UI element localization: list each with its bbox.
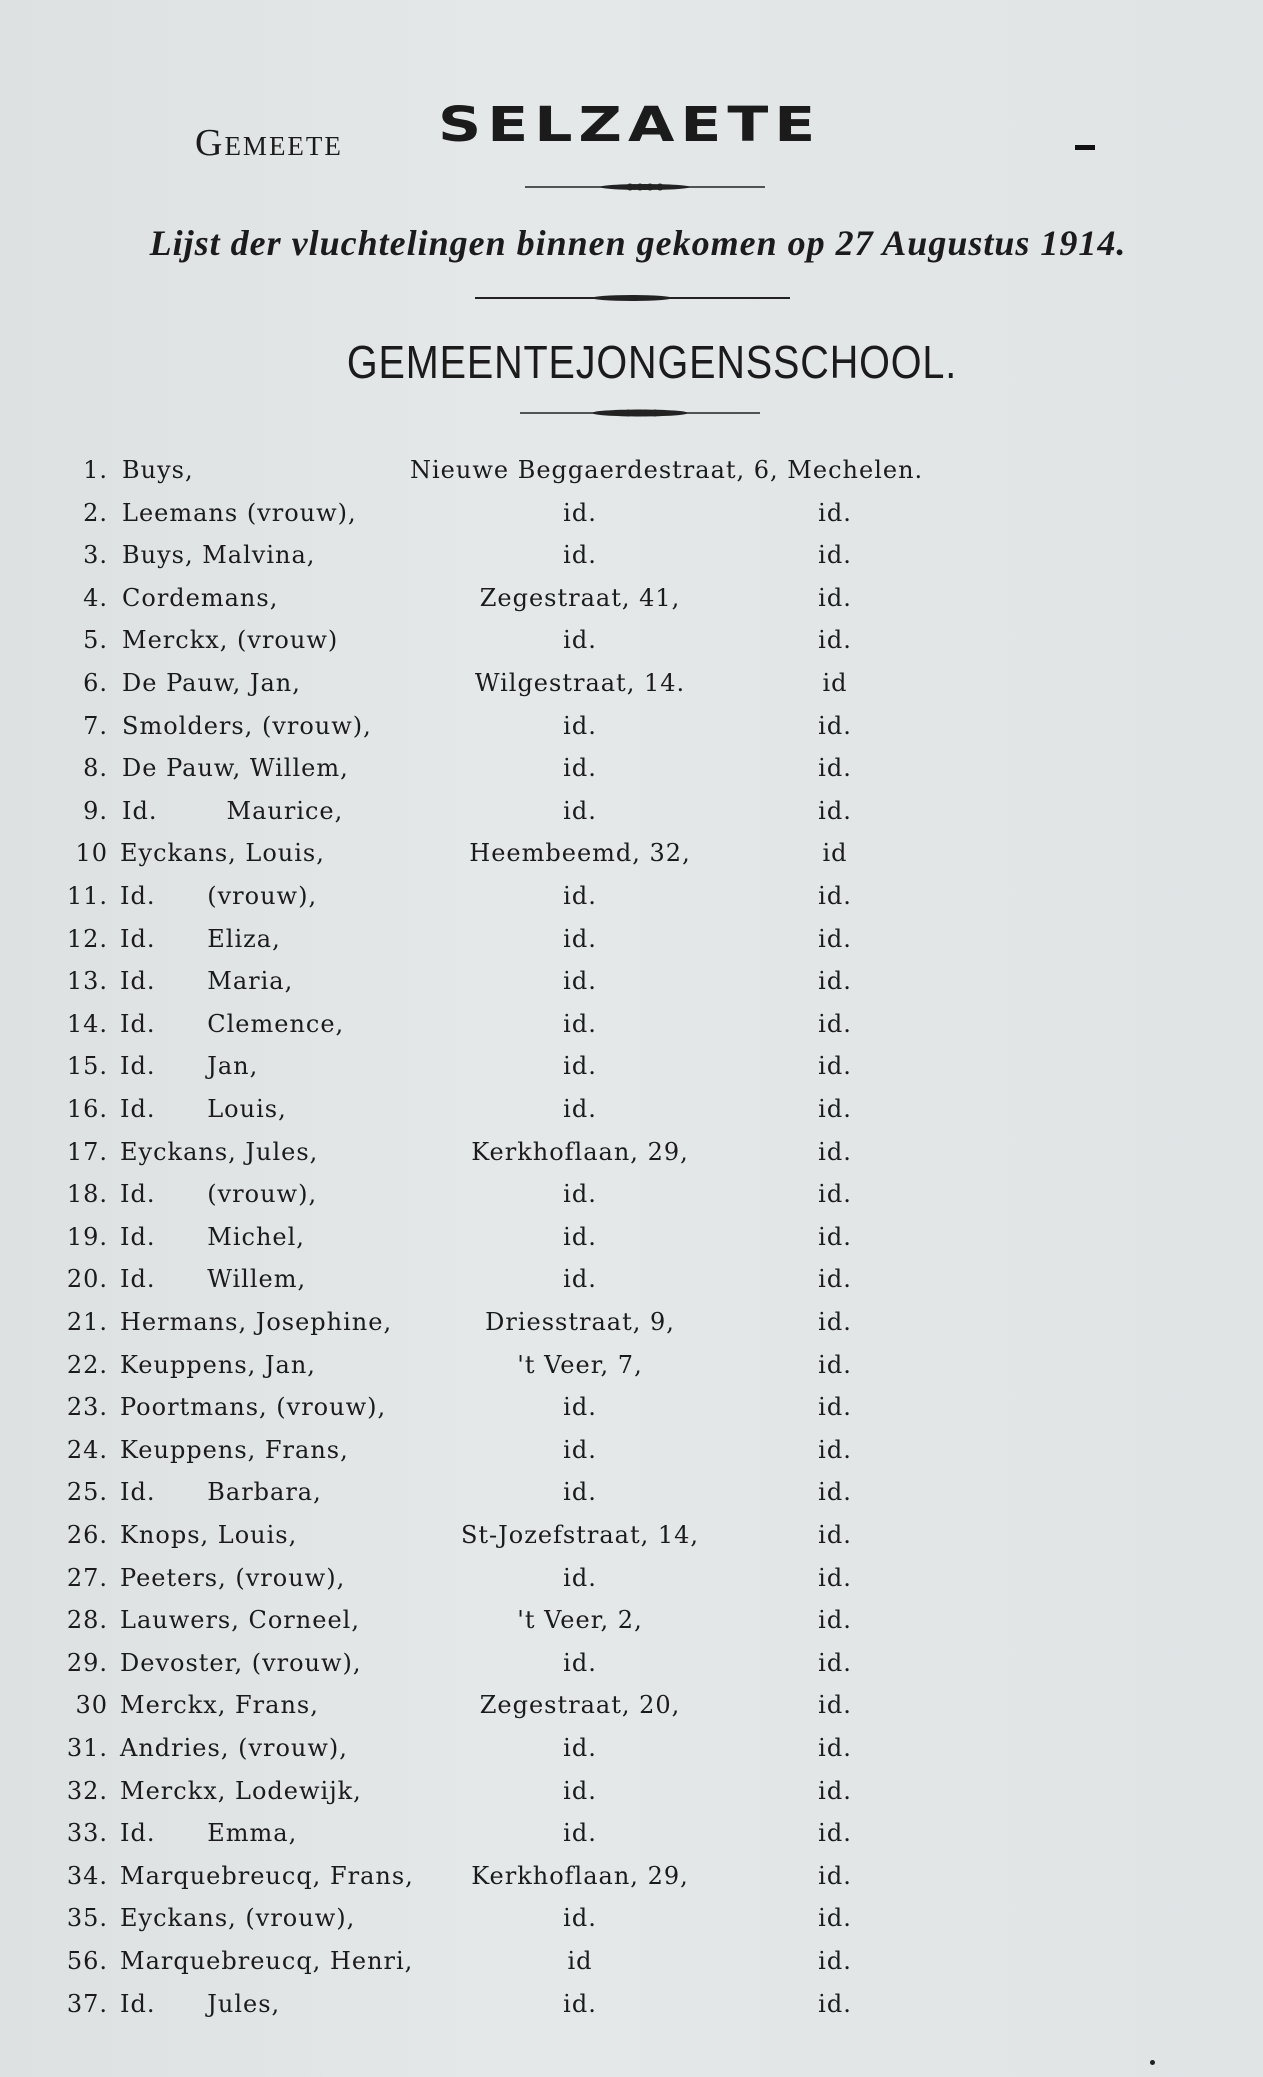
row-street: id.	[563, 1052, 597, 1080]
row-number: 25.	[66, 1478, 108, 1506]
row-name: Peeters, (vrouw),	[120, 1564, 346, 1592]
row-city: id.	[818, 1691, 852, 1719]
list-row	[0, 1691, 1263, 1731]
row-name: Eyckans, Jules,	[120, 1138, 319, 1166]
row-city: id.	[818, 1564, 852, 1592]
row-city: id.	[818, 797, 852, 825]
row-city: id.	[818, 754, 852, 782]
row-city: id.	[818, 1095, 852, 1123]
row-number: 17.	[66, 1138, 108, 1166]
row-street: id.	[563, 1436, 597, 1464]
row-city: id.	[818, 1351, 852, 1379]
row-name: De Pauw, Willem,	[122, 754, 349, 782]
row-number: 33.	[66, 1819, 108, 1847]
row-street: id.	[563, 1265, 597, 1293]
row-number: 27.	[66, 1564, 108, 1592]
row-street: id.	[563, 541, 597, 569]
row-city: id.	[818, 1521, 852, 1549]
row-number: 13.	[66, 967, 108, 995]
row-name: Merckx, Lodewijk,	[120, 1777, 362, 1805]
row-street: 't Veer, 7,	[517, 1351, 643, 1379]
row-city: id.	[818, 1052, 852, 1080]
list-row	[0, 541, 1263, 581]
row-number: 12.	[66, 925, 108, 953]
row-name: Buys, Malvina,	[122, 541, 316, 569]
row-name: Cordemans,	[122, 584, 279, 612]
row-city: id.	[818, 1904, 852, 1932]
row-street: id.	[563, 1904, 597, 1932]
row-street: Driesstraat, 9,	[485, 1308, 675, 1336]
row-name: Eyckans, Louis,	[120, 839, 325, 867]
row-city: id.	[818, 1308, 852, 1336]
row-name: Smolders, (vrouw),	[122, 712, 372, 740]
list-row	[0, 1521, 1263, 1561]
list-row	[0, 1138, 1263, 1178]
row-street: Kerkhoflaan, 29,	[471, 1138, 689, 1166]
row-city: id.	[818, 1138, 852, 1166]
list-row	[0, 1564, 1263, 1604]
row-number: 18.	[66, 1180, 108, 1208]
row-name: Id. Maurice,	[122, 797, 344, 825]
list-row	[0, 1095, 1263, 1135]
list-row	[0, 626, 1263, 666]
row-name: Marquebreucq, Henri,	[120, 1947, 414, 1975]
row-name: Keuppens, Frans,	[120, 1436, 349, 1464]
list-row	[0, 1819, 1263, 1859]
row-city: id	[822, 669, 848, 697]
row-city: id.	[818, 499, 852, 527]
row-name: Id. (vrouw),	[120, 882, 318, 910]
header-prefix: Gemeete	[195, 122, 343, 164]
row-city: id.	[818, 1947, 852, 1975]
row-number: 29.	[66, 1649, 108, 1677]
row-number: 7.	[83, 712, 108, 740]
list-row	[0, 712, 1263, 752]
list-row	[0, 1351, 1263, 1391]
row-name: Id. Louis,	[120, 1095, 287, 1123]
row-name: Merckx, Frans,	[120, 1691, 319, 1719]
row-street: id.	[563, 1990, 597, 2018]
row-street: St-Jozefstraat, 14,	[460, 1521, 700, 1549]
row-number: 6.	[83, 669, 108, 697]
row-name: Marquebreucq, Frans,	[120, 1862, 414, 1890]
row-street: Wilgestraat, 14.	[474, 669, 686, 697]
list-row	[0, 1180, 1263, 1220]
row-street: Kerkhoflaan, 29,	[471, 1862, 689, 1890]
list-row	[0, 669, 1263, 709]
row-name: Hermans, Josephine,	[120, 1308, 393, 1336]
row-name: Id. Clemence,	[120, 1010, 345, 1038]
row-street: Zegestraat, 41,	[479, 584, 681, 612]
row-street: id.	[563, 1478, 597, 1506]
row-street: id.	[563, 1095, 597, 1123]
row-number: 21.	[66, 1308, 108, 1336]
row-street: id.	[563, 1393, 597, 1421]
list-row	[0, 1777, 1263, 1817]
list-row	[0, 1052, 1263, 1092]
row-number: 2.	[83, 499, 108, 527]
row-number: 19.	[66, 1223, 108, 1251]
row-number: 16.	[66, 1095, 108, 1123]
row-city: id.	[818, 712, 852, 740]
list-row	[0, 1606, 1263, 1646]
row-name: Knops, Louis,	[120, 1521, 298, 1549]
row-city: id.	[818, 1010, 852, 1038]
row-name: Devoster, (vrouw),	[120, 1649, 362, 1677]
row-city: id.	[818, 1777, 852, 1805]
row-number: 11.	[66, 882, 108, 910]
list-row	[0, 839, 1263, 879]
row-number: 26.	[66, 1521, 108, 1549]
list-row	[0, 1308, 1263, 1348]
list-subtitle: Lijst der vluchtelingen binnen gekomen op 27 Augustus 1914.	[149, 223, 1127, 263]
list-row	[0, 925, 1263, 965]
row-name: Id. Eliza,	[120, 925, 281, 953]
row-number: 56.	[66, 1947, 108, 1975]
row-street: id.	[563, 626, 597, 654]
row-number: 15.	[66, 1052, 108, 1080]
row-street: id.	[563, 499, 597, 527]
list-row	[0, 797, 1263, 837]
row-number: 37.	[66, 1990, 108, 2018]
row-street: id.	[563, 1564, 597, 1592]
row-name: Keuppens, Jan,	[120, 1351, 316, 1379]
row-name: Id. Emma,	[120, 1819, 298, 1847]
ornament-divider-bottom	[520, 406, 760, 420]
row-city: id.	[818, 925, 852, 953]
row-number: 30	[75, 1691, 108, 1719]
row-street: id.	[563, 797, 597, 825]
row-number: 14.	[66, 1010, 108, 1038]
row-street: id.	[563, 712, 597, 740]
row-street: id.	[563, 882, 597, 910]
row-street: id.	[563, 1819, 597, 1847]
row-number: 22.	[66, 1351, 108, 1379]
row-city: id.	[818, 967, 852, 995]
list-row	[0, 1904, 1263, 1944]
row-name: Buys,	[122, 456, 194, 484]
row-city: id.	[818, 1649, 852, 1677]
row-name: Id. Jan,	[120, 1052, 259, 1080]
row-city: id	[822, 839, 848, 867]
town-underline	[1075, 145, 1095, 150]
row-name: Leemans (vrouw),	[122, 499, 357, 527]
list-row	[0, 1265, 1263, 1305]
row-street: id	[567, 1947, 593, 1975]
list-row	[0, 456, 1263, 496]
row-number: 4.	[83, 584, 108, 612]
row-name: Id. Michel,	[120, 1223, 305, 1251]
row-city: id.	[818, 1223, 852, 1251]
row-name: Id. (vrouw),	[120, 1180, 318, 1208]
row-city: id.	[818, 1819, 852, 1847]
row-street: id.	[563, 1777, 597, 1805]
row-street: Nieuwe Beggaerdestraat, 6, Mechelen.	[410, 456, 924, 484]
row-street: 't Veer, 2,	[517, 1606, 643, 1634]
row-city: id.	[818, 626, 852, 654]
row-name: Id. Maria,	[120, 967, 294, 995]
row-number: 31.	[66, 1734, 108, 1762]
ornament-divider-middle	[475, 292, 790, 304]
list-row	[0, 584, 1263, 624]
speck	[1150, 2060, 1155, 2065]
row-street: id.	[563, 1180, 597, 1208]
row-city: id.	[818, 1734, 852, 1762]
row-name: Id. Barbara,	[120, 1478, 322, 1506]
list-row	[0, 1010, 1263, 1050]
row-city: id.	[818, 1393, 852, 1421]
row-street: id.	[563, 1649, 597, 1677]
row-number: 8.	[83, 754, 108, 782]
row-number: 34.	[66, 1862, 108, 1890]
row-number: 35.	[66, 1904, 108, 1932]
row-street: Heembeemd, 32,	[469, 839, 691, 867]
list-row	[0, 1223, 1263, 1263]
row-number: 10	[75, 839, 108, 867]
row-name: De Pauw, Jan,	[122, 669, 301, 697]
row-name: Eyckans, (vrouw),	[120, 1904, 356, 1932]
row-street: id.	[563, 1223, 597, 1251]
list-row	[0, 1947, 1263, 1987]
ornament-divider-top	[525, 180, 765, 194]
row-city: id.	[818, 1862, 852, 1890]
row-number: 20.	[66, 1265, 108, 1293]
school-title: GEMEENTEJONGENSSCHOOL.	[346, 336, 958, 388]
row-number: 24.	[66, 1436, 108, 1464]
row-street: id.	[563, 1010, 597, 1038]
row-name: Andries, (vrouw),	[120, 1734, 348, 1762]
row-name: Merckx, (vrouw)	[122, 626, 339, 654]
list-row	[0, 1990, 1263, 2030]
row-street: id.	[563, 967, 597, 995]
row-city: id.	[818, 541, 852, 569]
row-number: 5.	[83, 626, 108, 654]
row-city: id.	[818, 1436, 852, 1464]
row-number: 9.	[83, 797, 108, 825]
row-city: id.	[818, 1180, 852, 1208]
row-city: id.	[818, 1606, 852, 1634]
row-city: id.	[818, 1478, 852, 1506]
row-street: id.	[563, 1734, 597, 1762]
list-row	[0, 882, 1263, 922]
list-row	[0, 1393, 1263, 1433]
row-name: Id. Willem,	[120, 1265, 307, 1293]
list-row	[0, 1478, 1263, 1518]
row-street: id.	[563, 925, 597, 953]
row-street: id.	[563, 754, 597, 782]
row-street: Zegestraat, 20,	[479, 1691, 681, 1719]
row-city: id.	[818, 1265, 852, 1293]
town-name: SELZAETE	[438, 97, 822, 153]
row-name: Id. Jules,	[120, 1990, 281, 2018]
row-number: 23.	[66, 1393, 108, 1421]
row-number: 28.	[66, 1606, 108, 1634]
row-number: 1.	[83, 456, 108, 484]
list-row	[0, 1649, 1263, 1689]
row-city: id.	[818, 584, 852, 612]
list-row	[0, 1862, 1263, 1902]
row-city: id.	[818, 882, 852, 910]
header	[195, 95, 1095, 165]
row-city: id.	[818, 1990, 852, 2018]
list-row	[0, 967, 1263, 1007]
list-row	[0, 499, 1263, 539]
list-row	[0, 754, 1263, 794]
list-row	[0, 1734, 1263, 1774]
row-name: Lauwers, Corneel,	[120, 1606, 360, 1634]
row-number: 32.	[66, 1777, 108, 1805]
row-number: 3.	[83, 541, 108, 569]
row-name: Poortmans, (vrouw),	[120, 1393, 387, 1421]
list-row	[0, 1436, 1263, 1476]
